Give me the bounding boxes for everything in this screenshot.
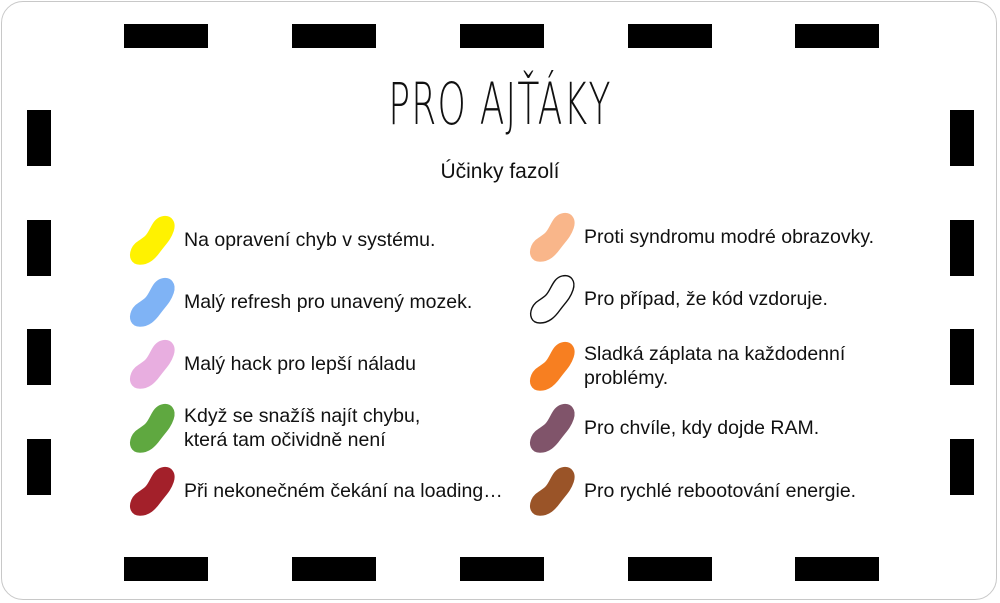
jelly-bean-icon	[128, 402, 178, 454]
legend-text	[584, 225, 874, 249]
legend-text-line: Sladká záplata na každodenní	[584, 343, 846, 365]
legend-item	[528, 465, 856, 517]
border-dash	[460, 557, 544, 581]
legend-text-line: Pro rychlé rebootování energie.	[584, 480, 857, 502]
jelly-bean-icon	[128, 465, 178, 517]
border-dash	[27, 220, 51, 276]
page-subtitle: Účinky fazolí	[440, 160, 560, 183]
legend-text	[184, 290, 472, 314]
legend-item	[528, 211, 874, 263]
border-dash	[27, 110, 51, 166]
legend-text-line: Když se snažíš najít chybu,	[184, 405, 421, 427]
legend-text	[184, 404, 420, 452]
legend-text	[184, 479, 503, 503]
legend-text	[584, 287, 828, 311]
jelly-bean-icon	[528, 273, 578, 325]
legend-text	[184, 228, 435, 252]
jelly-bean-icon	[128, 338, 178, 390]
legend-text-line: Malý refresh pro unavený mozek.	[184, 291, 473, 313]
legend-text-line: která tam očividně není	[184, 429, 386, 451]
border-dash	[950, 110, 974, 166]
legend-text-line: Malý hack pro lepší náladu	[184, 353, 416, 375]
jelly-bean-icon	[528, 402, 578, 454]
border-dash	[292, 557, 376, 581]
legend-text	[184, 352, 416, 376]
legend-item	[528, 273, 828, 325]
legend-item	[528, 340, 845, 392]
legend-text	[584, 342, 845, 390]
border-dash	[292, 24, 376, 48]
border-dash	[795, 24, 879, 48]
border-dash	[124, 557, 208, 581]
border-dash	[628, 24, 712, 48]
jelly-bean-icon	[128, 214, 178, 266]
legend-text	[584, 479, 856, 503]
border-dash	[950, 329, 974, 385]
legend-item	[128, 276, 472, 328]
legend-text-line: Pro chvíle, kdy dojde RAM.	[584, 417, 820, 439]
legend-text-line: problémy.	[584, 367, 669, 389]
border-dash	[628, 557, 712, 581]
jelly-bean-icon	[128, 276, 178, 328]
border-dash	[795, 557, 879, 581]
legend-text	[584, 416, 819, 440]
legend-item	[128, 402, 420, 454]
border-dash	[27, 329, 51, 385]
border-dash	[950, 439, 974, 495]
legend-text-line: Na opravení chyb v systému.	[184, 229, 436, 251]
border-dash	[124, 24, 208, 48]
legend-text-line: Pro případ, že kód vzdoruje.	[584, 288, 828, 310]
legend-text-line: Proti syndromu modré obrazovky.	[584, 226, 875, 248]
legend-item	[128, 214, 435, 266]
legend-text-line: Při nekonečném čekání na loading…	[184, 480, 503, 502]
legend-item	[128, 465, 503, 517]
border-dash	[27, 439, 51, 495]
border-dash	[460, 24, 544, 48]
legend-item	[528, 402, 819, 454]
legend-item	[128, 338, 416, 390]
jelly-bean-icon	[528, 340, 578, 392]
border-dash	[950, 220, 974, 276]
jelly-bean-icon	[528, 211, 578, 263]
jelly-bean-icon	[528, 465, 578, 517]
page-title: PRO AJŤÁKY	[388, 70, 612, 138]
